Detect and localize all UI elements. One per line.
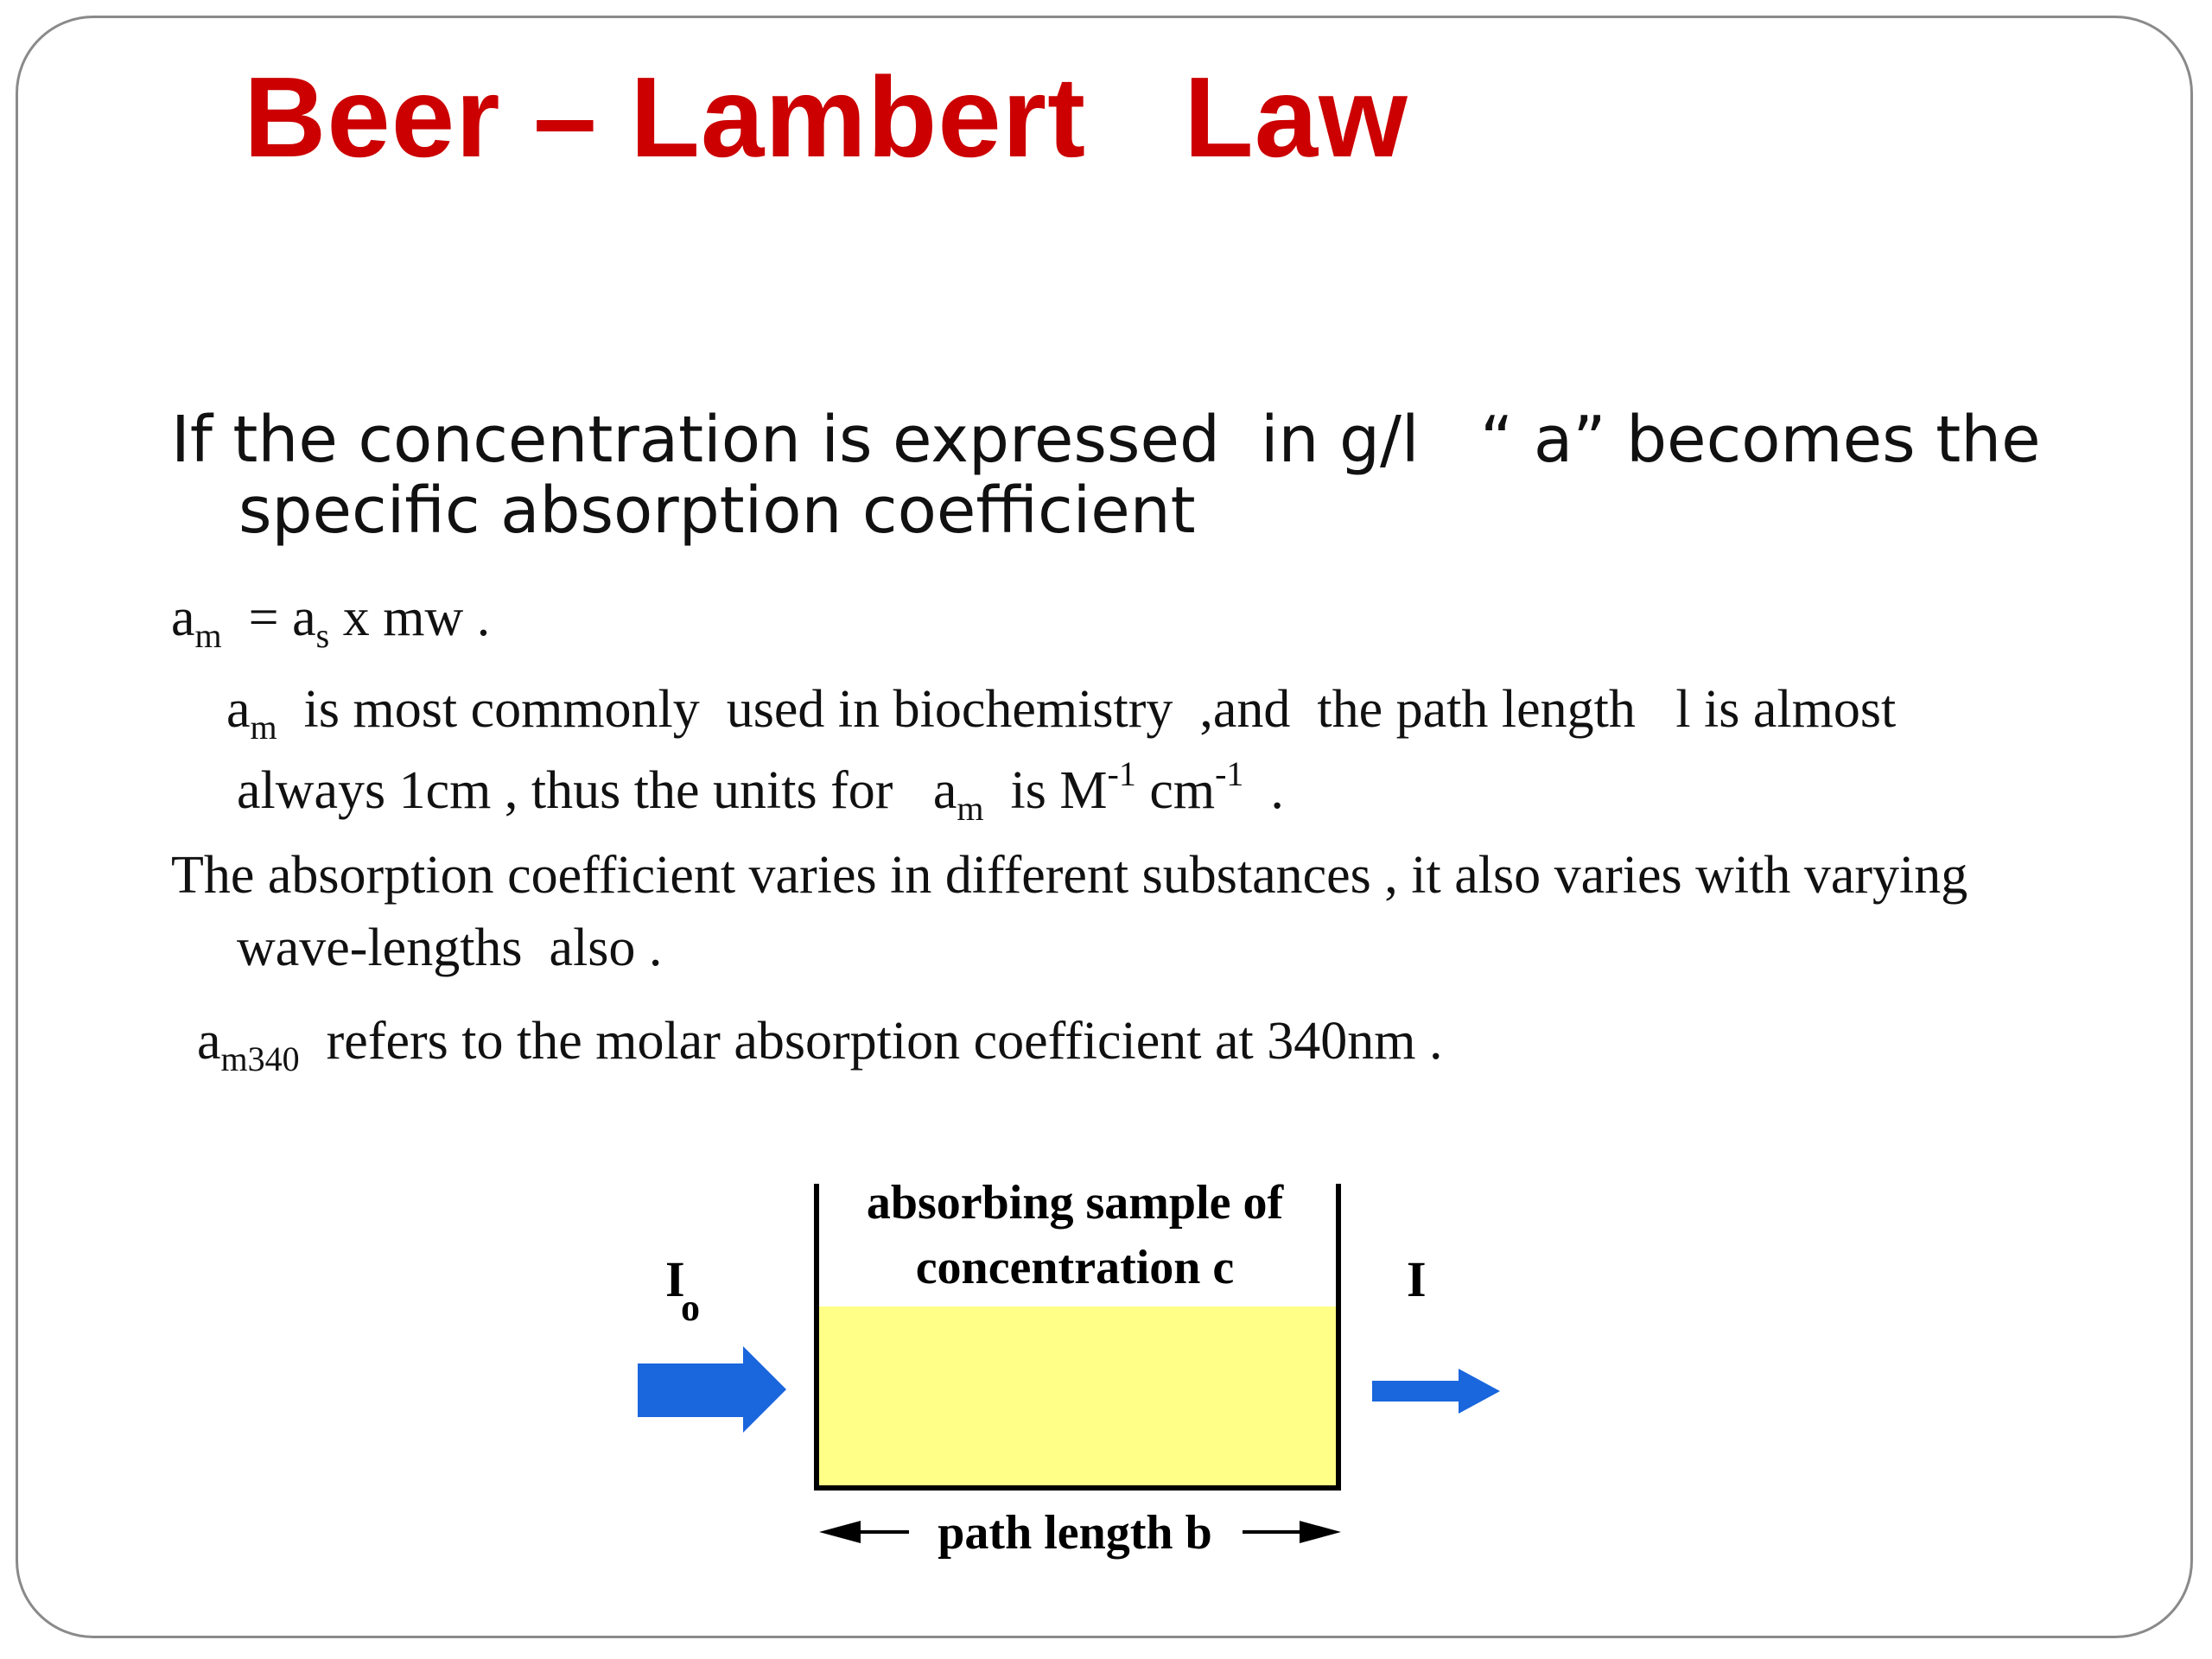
transmitted-arrow (1372, 1369, 1500, 1414)
absorption-line-2: wave-lengths also . (237, 918, 663, 977)
incident-arrow (638, 1346, 786, 1433)
am2-sup-2: -1 (1215, 754, 1244, 793)
slide-title: Beer – Lambert Law (244, 54, 1408, 181)
am340-sub: m340 (220, 1039, 300, 1078)
transmitted-label: I (1407, 1251, 1427, 1307)
path-length-label: path length b (938, 1506, 1212, 1560)
eq-rest: x mw . (329, 588, 491, 647)
path-arrow-left-head (819, 1521, 861, 1543)
am2-end: . (1243, 761, 1284, 820)
intro-paragraph: If the concentration is expressed in g/l “ a” becomes the specific absorption coefficient (171, 403, 2062, 548)
am2-cm: cm (1135, 761, 1216, 820)
am1-rest: is most commonly used in biochemistry ,and the path length l is almost (276, 680, 1897, 739)
am340-rest: refers to the molar absorption coefficient at 340nm . (299, 1012, 1443, 1071)
absorption-line-1: The absorption coefficient varies in different substances , it also varies with varying (171, 846, 1968, 905)
solution-fill (817, 1306, 1338, 1488)
am2-sup-1: -1 (1107, 754, 1136, 793)
eq-sub-m: m (194, 616, 222, 655)
am1-a: a (226, 680, 251, 739)
sample-label-2: concentration c (915, 1241, 1235, 1294)
am2-is: is M (983, 761, 1108, 820)
eq-sub-s: s (315, 616, 330, 655)
eq-equals: = a (221, 588, 316, 647)
am1-sub: m (250, 708, 277, 747)
path-arrow-right-head (1300, 1521, 1341, 1543)
am2-sub: m (957, 789, 984, 828)
sample-label-1: absorbing sample of (866, 1176, 1284, 1230)
eq-a: a (171, 588, 195, 647)
incident-label: I (665, 1251, 685, 1307)
am340-a: a (197, 1012, 221, 1071)
am2-pre: always 1cm , thus the units for a (237, 761, 957, 820)
incident-sub-label: o (681, 1287, 700, 1329)
